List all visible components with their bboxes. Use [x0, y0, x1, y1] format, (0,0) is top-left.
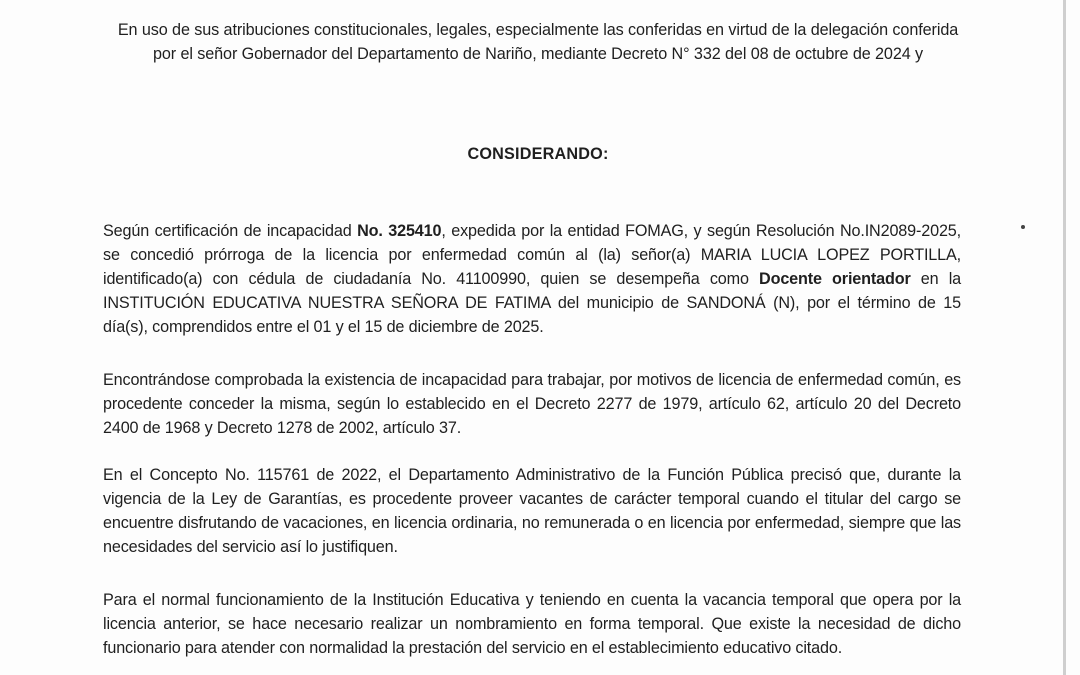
certificate-number: No. 325410: [357, 222, 442, 240]
scan-speck: [1021, 225, 1025, 229]
paragraph-concept: En el Concepto No. 115761 de 2022, el Departamento Administrativo de la Función Pública precisó que, durante la vigencia de la Ley de Garantías, es procedente proveer vacantes de carácter temporal cuando el titular del cargo se encuentre disfrutando de vacaciones, en licencia ordinaria, no remunerada o en licencia por enfermedad, siempre que las necesidades del servicio así lo justifiquen.: [103, 466, 961, 556]
paragraph-incapacity: [103, 219, 961, 339]
role-name: Docente orientador: [759, 270, 911, 288]
paragraph-need: Para el normal funcionamiento de la Institución Educativa y teniendo en cuenta la vacancia temporal que opera por la licencia anterior, se hace necesario realizar un nombramiento en forma temporal. Que existe la necesidad de dicho funcionario para atender con normalidad la prestación del servicio en el establecimiento educativo citado.: [103, 591, 961, 657]
p1-text-b: , expedida por la entidad FOMAG, y según Resolución No.IN2089-2025, se concedió prórroga de la licencia por enfermedad común al (la) señor(a) MARIA LUCIA LOPEZ PORTILLA, identificado(a) con cédula de ciudadanía No. 41100990, quien se desempeña como: [103, 222, 962, 288]
p1-text-c: en la INSTITUCIÓN EDUCATIVA NUESTRA SEÑORA DE FATIMA del municipio de SANDONÁ (N), por el término de 15 día(s), comprendidos entre el 01 y el 15 de diciembre de 2025.: [103, 270, 962, 336]
paragraph-legal-basis: Encontrándose comprobada la existencia de incapacidad para trabajar, por motivos de licencia de enfermedad común, es procedente conceder la misma, según lo establecido en el Decreto 2277 de 1979, artículo 62, artículo 20 del Decreto 2400 de 1968 y Decreto 1278 de 2002, artículo 37.: [103, 371, 961, 437]
intro-paragraph: En uso de sus atribuciones constitucionales, legales, especialmente las conferidas en virtud de la delegación conferida por el señor Gobernador del Departamento de Nariño, mediante Decreto N° 332 del 08 de octubre de 2024 y: [117, 21, 959, 63]
section-heading: CONSIDERANDO:: [467, 145, 609, 163]
p1-text-a: Según certificación de incapacidad: [103, 222, 358, 240]
scan-edge: [1063, 0, 1066, 675]
